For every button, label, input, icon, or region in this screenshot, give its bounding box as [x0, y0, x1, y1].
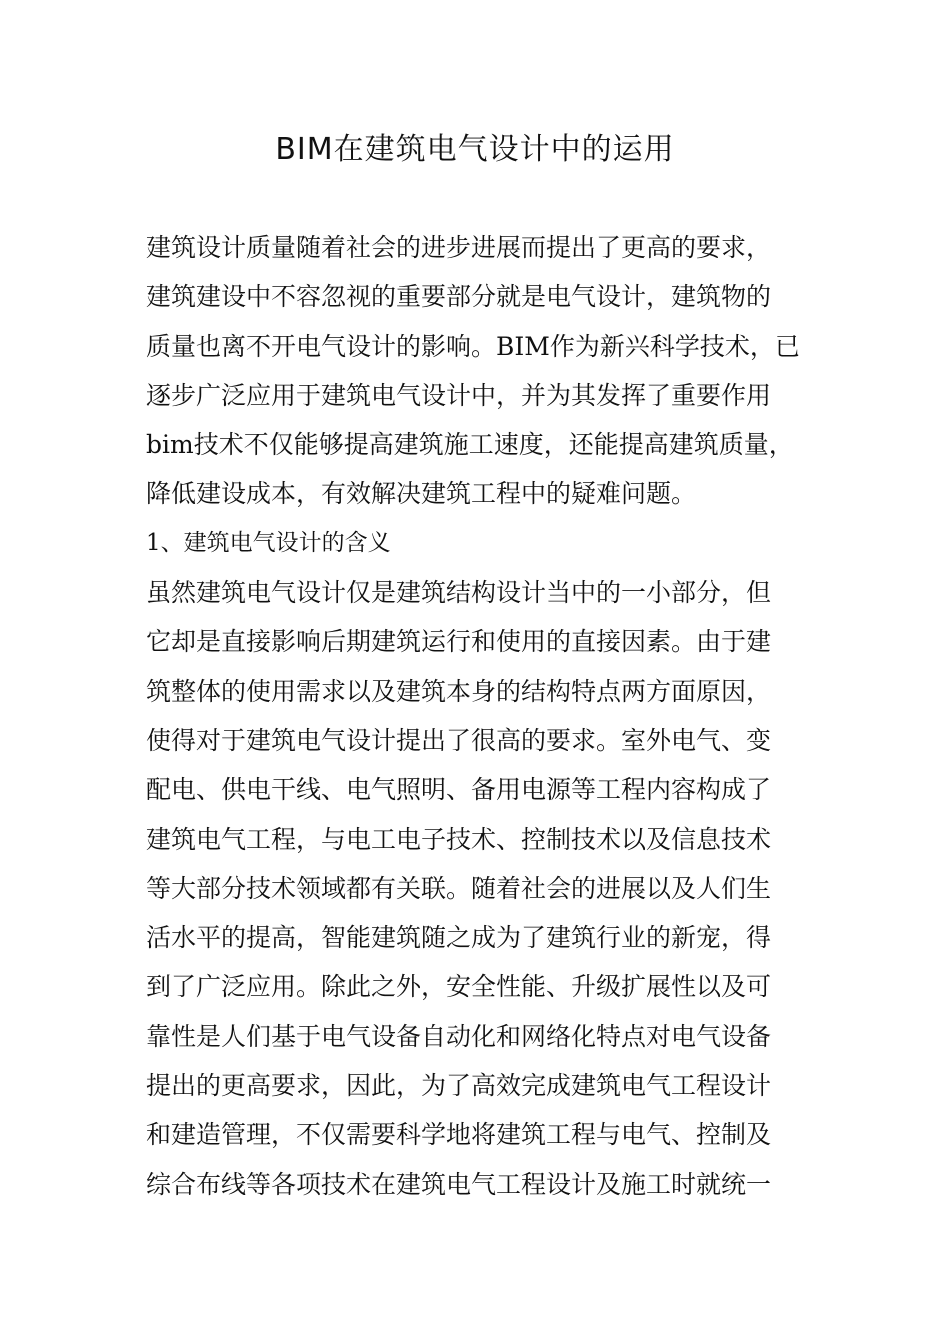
- paragraph-line: 使得对于建筑电气设计提出了很高的要求。室外电气、变: [146, 725, 772, 755]
- paragraph-line: 综合布线等各项技术在建筑电气工程设计及施工时就统一: [146, 1169, 772, 1199]
- paragraph-line: 筑整体的使用需求以及建筑本身的结构特点两方面原因，: [146, 676, 772, 706]
- paragraph-line: 建筑电气工程，与电工电子技术、控制技术以及信息技术: [146, 824, 772, 854]
- paragraph-line: bim技术不仅能够提高建筑施工速度，还能提高建筑质量，: [146, 430, 794, 460]
- paragraph-line: 质量也离不开电气设计的影响。BIM作为新兴科学技术，已: [146, 331, 800, 361]
- paragraph-line: 建筑建设中不容忽视的重要部分就是电气设计，建筑物的: [146, 282, 772, 312]
- paragraph-line: 提出的更高要求，因此，为了高效完成建筑电气工程设计: [146, 1071, 772, 1101]
- paragraph-line: 到了广泛应用。除此之外，安全性能、升级扩展性以及可: [146, 972, 772, 1002]
- paragraph-line: 靠性是人们基于电气设备自动化和网络化特点对电气设备: [146, 1021, 772, 1051]
- section-heading: 1、建筑电气设计的含义: [146, 529, 391, 556]
- paragraph-line: 活水平的提高，智能建筑随之成为了建筑行业的新宠，得: [146, 923, 772, 953]
- document-body: [146, 223, 811, 1209]
- paragraph-line: 它却是直接影响后期建筑运行和使用的直接因素。由于建: [146, 627, 772, 657]
- paragraph-line: 虽然建筑电气设计仅是建筑结构设计当中的一小部分，但: [146, 578, 772, 608]
- paragraph-line: 和建造管理，不仅需要科学地将建筑工程与电气、控制及: [146, 1120, 772, 1150]
- paragraph-line: 建筑设计质量随着社会的进步进展而提出了更高的要求，: [146, 233, 772, 262]
- document-title: BIM在建筑电气设计中的运用: [275, 132, 675, 167]
- paragraph-line: 降低建设成本，有效解决建筑工程中的疑难问题。: [146, 479, 697, 509]
- paragraph-line: 配电、供电干线、电气照明、备用电源等工程内容构成了: [146, 775, 772, 805]
- paragraph-line: 逐步广泛应用于建筑电气设计中，并为其发挥了重要作用: [146, 380, 772, 410]
- paragraph-line: 等大部分技术领域都有关联。随着社会的进展以及人们生: [146, 873, 772, 903]
